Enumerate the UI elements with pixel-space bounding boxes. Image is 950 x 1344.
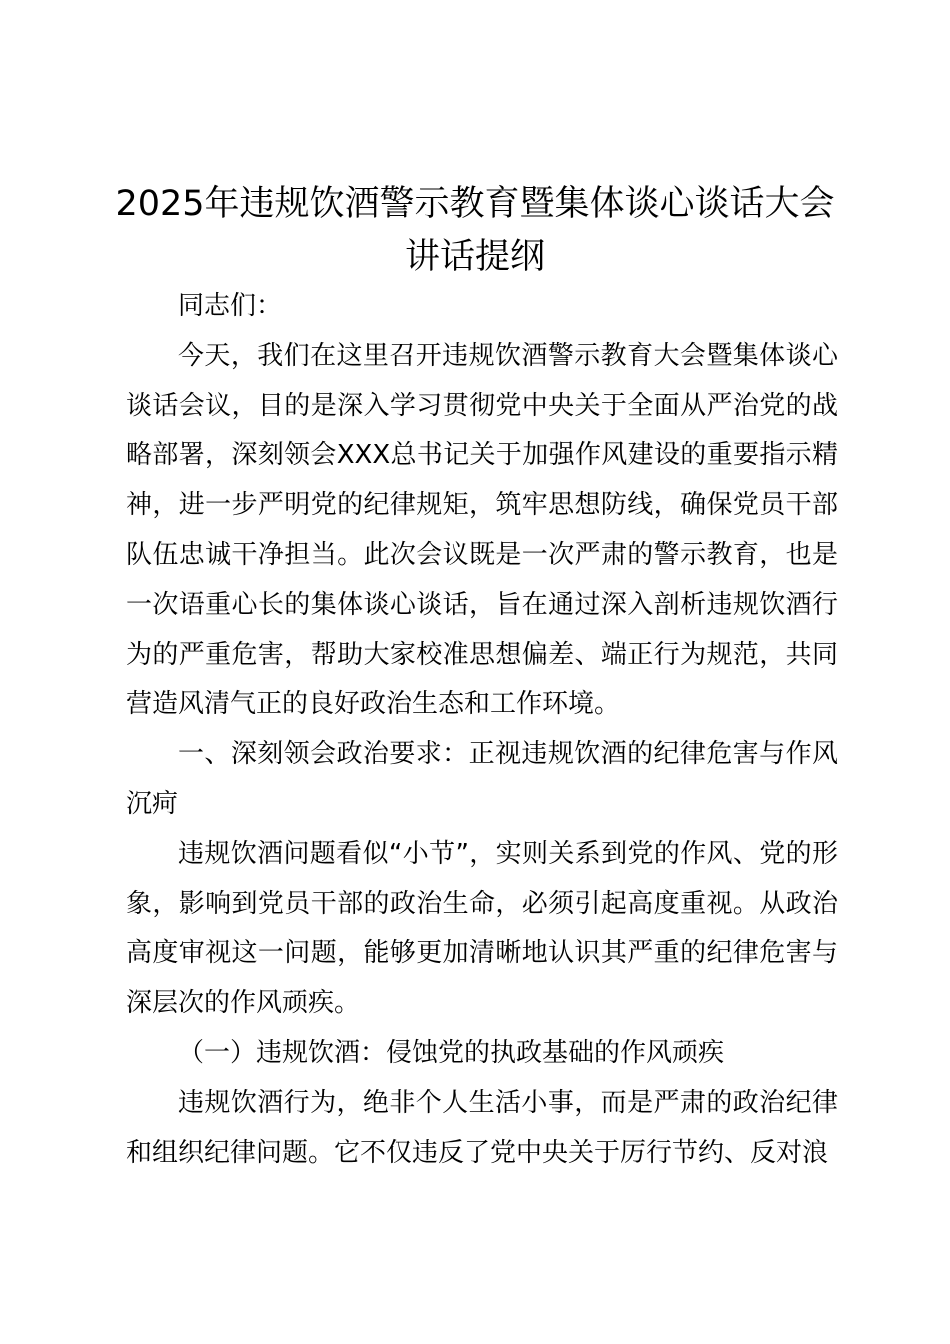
paragraph-section-1: 违规饮酒问题看似“小节”，实则关系到党的作风、党的形象，影响到党员干部的政治生命，必须引起高度重视。从政治高度审视这一问题，能够更加清晰地认识其严重的纪律危害与深层次的作风顽疾。 [126,838,838,1019]
paragraph-intro: 今天，我们在这里召开违规饮酒警示教育大会暨集体谈心谈话会议，目的是深入学习贯彻党中央关于全面从严治党的战略部署，深刻领会XXX总书记关于加强作风建设的重要指示精神，进一步严明党的纪律规矩，筑牢思想防线，确保党员干部队伍忠诚干净担当。此次会议既是一次严肃的警示教育，也是一次语重心长的集体谈心谈话，旨在通过深入剖析违规饮酒行为的严重危害，帮助大家校准思想偏差、端正行为规范，共同营造风清气正的良好政治生态和工作环境。 [126,340,838,720]
salutation: 同志们： [178,291,283,321]
document-body [126,282,838,1178]
subsection-heading-1: （一）违规饮酒：侵蚀党的执政基础的作风顽疾 [178,1037,725,1068]
document-title: 2025年违规饮酒警示教育暨集体谈心谈话大会讲话提纲 [115,184,835,277]
section-heading-1: 一、深刻领会政治要求：正视违规饮酒的纪律危害与作风沉疴 [126,739,838,819]
paragraph-subsection-1: 违规饮酒行为，绝非个人生活小事，而是严肃的政治纪律和组织纪律问题。它不仅违反了党中央关于厉行节约、反对浪 [126,1087,838,1168]
